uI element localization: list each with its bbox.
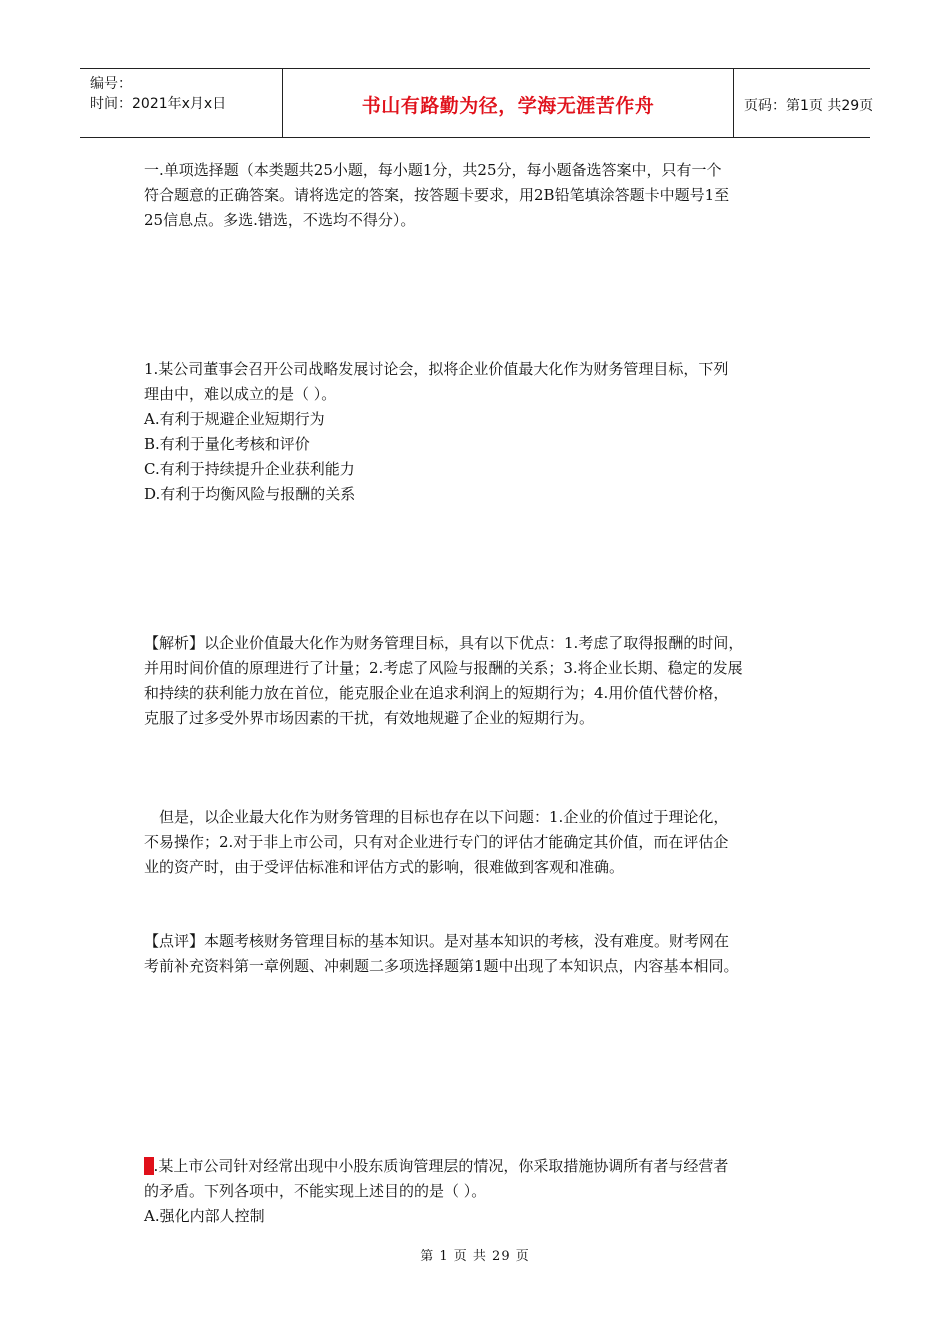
document-number-label: 编号：: [90, 76, 132, 92]
question-1: [144, 357, 814, 507]
section-intro: [144, 158, 814, 233]
section-analysis: [144, 631, 814, 731]
review-line: 考前补充资料第一章例题、冲刺题二多项选择题第1题中出现了本知识点，内容基本相同。: [144, 957, 739, 975]
option-b: B.有利于量化考核和评价: [144, 435, 310, 453]
however-paragraph: [144, 805, 814, 880]
question-2-stem: [144, 1154, 814, 1204]
however-line: 但是，以企业最大化作为财务管理的目标也存在以下问题：1.企业的价值过于理论化，: [159, 808, 729, 826]
intro-line: 符合题意的正确答案。请将选定的答案，按答题卡要求，用2B铅笔填涂答题卡中题号1至: [144, 186, 730, 204]
intro-line: 一.单项选择题（本类题共25小题，每小题1分，共25分，每小题备选答案中，只有一个: [144, 161, 722, 179]
analysis-line: 克服了过多受外界市场因素的干扰，有效地规避了企业的短期行为。: [144, 709, 595, 727]
document-time-label: 时间：2021年x月x日: [90, 96, 227, 112]
header-motto: 书山有路勤为径，学海无涯苦作舟: [361, 95, 655, 117]
however-line: 业的资产时，由于受评估标准和评估方式的影响，很难做到客观和准确。: [144, 858, 625, 876]
review-line: 【点评】本题考核财务管理目标的基本知识。是对基本知识的考核，没有难度。财考网在: [144, 932, 730, 950]
question-1-options: [144, 407, 814, 507]
option-a: A.有利于规避企业短期行为: [144, 410, 325, 428]
however-line: 不易操作；2.对于非上市公司，只有对企业进行专门的评估才能确定其价值，而在评估企: [144, 833, 729, 851]
analysis-paragraph: [144, 631, 814, 731]
question-2-options: [144, 1204, 814, 1229]
header-page-cell: [734, 69, 874, 137]
option-d: D.有利于均衡风险与报酬的关系: [144, 485, 356, 503]
question-stem-text: .某上市公司针对经常出现中小股东质询管理层的情况，你采取措施协调所有者与经营者: [153, 1157, 729, 1175]
question-1-stem: [144, 357, 814, 407]
question-2: [144, 1154, 814, 1229]
question-stem-line: 的矛盾。下列各项中，不能实现上述目的的是（ ）。: [144, 1182, 487, 1200]
header-motto-cell: [282, 69, 734, 137]
analysis-line: 并用时间价值的原理进行了计量；2.考虑了风险与报酬的关系；3.将企业长期、稳定的发展: [144, 659, 743, 677]
question-stem-line: [144, 1154, 814, 1179]
intro-line: 25信息点。多选.错选，不选均不得分）。: [144, 211, 416, 229]
option-c: C.有利于持续提升企业获利能力: [144, 460, 355, 478]
question-number-highlight: 2: [144, 1157, 154, 1175]
intro-paragraph: [144, 158, 814, 233]
section-review: [144, 929, 814, 979]
question-stem-line: 1.某公司董事会召开公司战略发展讨论会，拟将企业价值最大化作为财务管理目标，下列: [144, 360, 729, 378]
header-table: [80, 68, 874, 138]
option-a: A.强化内部人控制: [144, 1207, 265, 1225]
analysis-line: 【解析】以企业价值最大化作为财务管理目标，具有以下优点：1.考虑了取得报酬的时间，: [144, 634, 744, 652]
page-footer: 第 1 页 共 29 页: [420, 1249, 530, 1264]
header-page-label: 页码：第1页 共29页: [744, 98, 874, 114]
question-stem-line: 理由中，难以成立的是（ ）。: [144, 385, 337, 403]
review-paragraph: [144, 929, 814, 979]
header-info-cell: [80, 69, 282, 137]
analysis-line: 和持续的获利能力放在首位，能克服企业在追求利润上的短期行为；4.用价值代替价格，: [144, 684, 729, 702]
section-however: [144, 805, 814, 880]
